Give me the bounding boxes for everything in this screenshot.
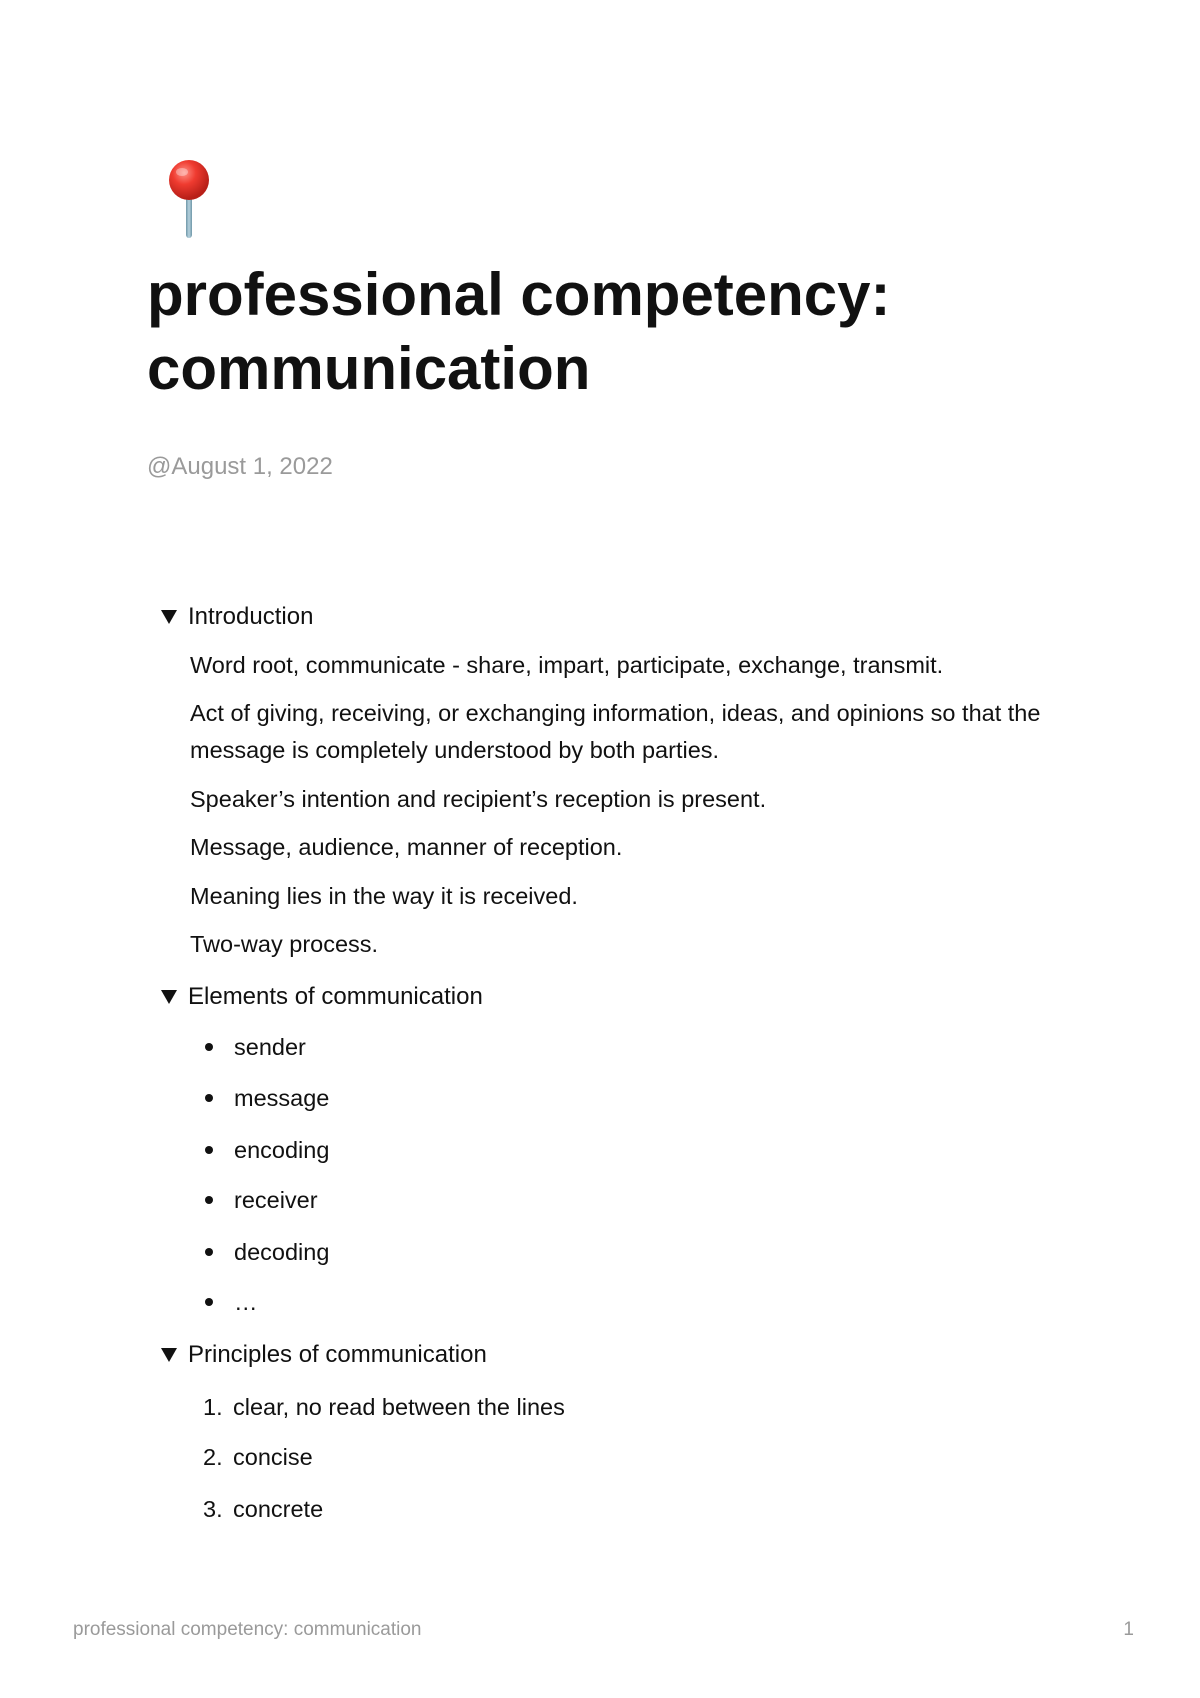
bullet-icon bbox=[205, 1094, 213, 1102]
bullet-icon bbox=[205, 1298, 213, 1306]
toggle-header[interactable] bbox=[161, 601, 1061, 633]
triangle-down-icon[interactable] bbox=[161, 610, 177, 624]
date-mention[interactable]: @August 1, 2022 bbox=[147, 453, 333, 480]
list-item bbox=[190, 1133, 329, 1167]
toggle-heading: Elements of communication bbox=[188, 983, 483, 1010]
list-item bbox=[190, 1235, 329, 1269]
list-number: 3. bbox=[203, 1495, 223, 1522]
page-title-line-2: communication bbox=[147, 335, 591, 402]
numbered-item bbox=[190, 1390, 565, 1424]
list-item bbox=[190, 1030, 306, 1064]
triangle-down-icon[interactable] bbox=[161, 990, 177, 1004]
list-item-text: … bbox=[234, 1288, 258, 1315]
list-item-text: receiver bbox=[234, 1186, 318, 1213]
list-item bbox=[190, 1285, 258, 1319]
numbered-item bbox=[190, 1440, 313, 1474]
list-number: 1. bbox=[203, 1393, 223, 1420]
toggle-principles[interactable] bbox=[161, 1339, 1061, 1371]
list-item bbox=[190, 1183, 318, 1217]
toggle-introduction[interactable] bbox=[161, 601, 1061, 633]
bullet-icon bbox=[205, 1146, 213, 1154]
bullet-icon bbox=[205, 1196, 213, 1204]
paragraph: Two-way process. bbox=[190, 931, 379, 957]
page-number: 1 bbox=[1123, 1619, 1134, 1640]
paragraph: Message, audience, manner of reception. bbox=[190, 834, 623, 860]
list-item-text: encoding bbox=[234, 1136, 330, 1163]
toggle-heading: Introduction bbox=[188, 603, 314, 630]
list-item-text: clear, no read between the lines bbox=[233, 1393, 565, 1420]
list-number: 2. bbox=[203, 1443, 223, 1470]
paragraph: Act of giving, receiving, or exchanging information, ideas, and opinions so that the message is completely understood by both parties. bbox=[190, 700, 1041, 763]
footer-title: professional competency: communication bbox=[73, 1619, 422, 1640]
list-item-text: decoding bbox=[234, 1238, 330, 1265]
toggle-elements[interactable] bbox=[161, 981, 1061, 1013]
list-item-text: concise bbox=[233, 1443, 313, 1470]
numbered-item bbox=[190, 1492, 323, 1526]
paragraph: Meaning lies in the way it is received. bbox=[190, 883, 578, 909]
page-title bbox=[147, 258, 1107, 406]
triangle-down-icon[interactable] bbox=[161, 1348, 177, 1362]
bullet-icon bbox=[205, 1043, 213, 1051]
page-title-line-1: professional competency: bbox=[147, 261, 891, 328]
list-item-text: message bbox=[234, 1084, 330, 1111]
toggle-header[interactable] bbox=[161, 981, 1061, 1013]
list-item bbox=[190, 1081, 329, 1115]
list-item-text: sender bbox=[234, 1033, 306, 1060]
toggle-heading: Principles of communication bbox=[188, 1341, 487, 1368]
bullet-icon bbox=[205, 1248, 213, 1256]
toggle-header[interactable] bbox=[161, 1339, 1061, 1371]
round-pushpin-icon bbox=[155, 158, 225, 240]
paragraph: Speaker’s intention and recipient’s reception is present. bbox=[190, 786, 767, 812]
list-item-text: concrete bbox=[233, 1495, 324, 1522]
paragraph: Word root, communicate - share, impart, participate, exchange, transmit. bbox=[190, 652, 944, 678]
